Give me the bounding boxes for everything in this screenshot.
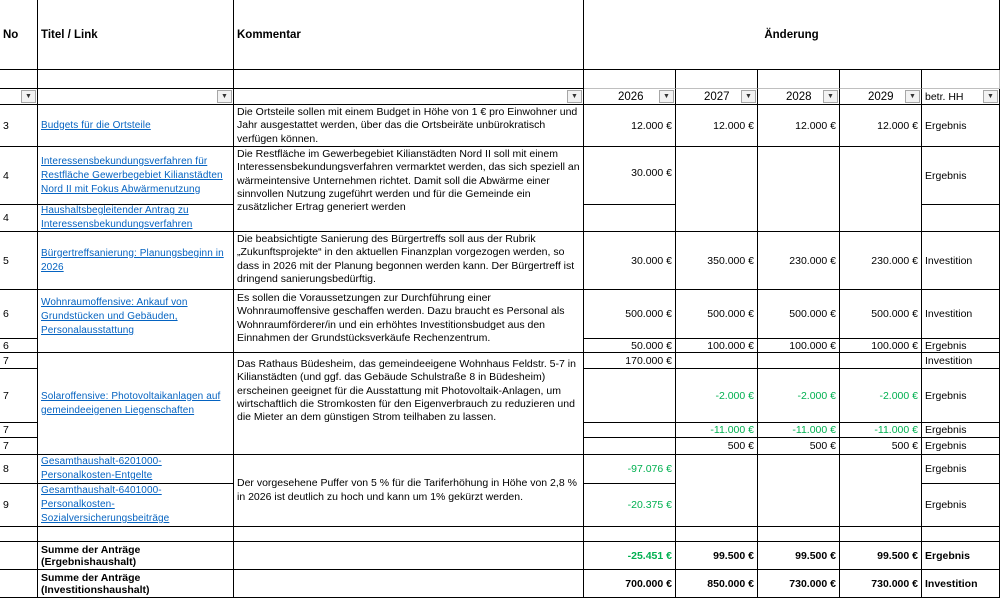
title-link[interactable]: Haushaltsbegleitender Antrag zu Interessensbekundungsverfahren	[38, 205, 234, 232]
sum-no-cell	[0, 570, 38, 598]
value-2026: 500.000 €	[584, 290, 676, 339]
value-2026: 12.000 €	[584, 105, 676, 147]
row-no: 7	[0, 353, 38, 369]
value-2029	[840, 147, 922, 232]
filter-dropdown-button[interactable]	[741, 90, 756, 103]
chevron-down-icon: ▼	[745, 93, 752, 100]
title-link[interactable]: Interessensbekundungsverfahren für Restfläche Gewerbegebiet Kilianstädten Nord II mit Fokus Abwärmenutzung	[38, 147, 234, 205]
value-2029: 500.000 €	[840, 290, 922, 339]
value-2026	[584, 205, 676, 232]
sum-comment-cell	[234, 570, 584, 598]
filter-dropdown-button[interactable]	[659, 90, 674, 103]
year-label: 2028	[786, 90, 812, 103]
title-link[interactable]: Solaroffensive: Photovoltaikanlagen auf gemeindeeigenen Liegenschaften	[38, 353, 234, 455]
value-2027	[676, 455, 758, 527]
chevron-down-icon: ▼	[25, 93, 32, 100]
chevron-down-icon: ▼	[909, 93, 916, 100]
filter-cell-hh	[922, 89, 1000, 105]
filter-cell-2027	[676, 89, 758, 105]
blank-cell	[584, 70, 676, 89]
comment-cell: Es sollen die Voraussetzungen zur Durchführung einer Wohnraumoffensive geschaffen werden. Dazu braucht es Personal als Wohnraumförderer/in und ein erhöhtes Investitionsbudget aus den Einnahmen der Grundstücksverkäufe Rechenzentrum.	[234, 290, 584, 353]
comment-cell: Die Ortsteile sollen mit einem Budget in Höhe von 1 € pro Einwohner und Jahr ausgestattet werden, über das die Ortsbeiräte unbürokratisch verfügen können.	[234, 105, 584, 147]
filter-dropdown-button[interactable]	[567, 90, 582, 103]
row-no: 6	[0, 290, 38, 339]
haushalt-cell: Ergebnis	[922, 369, 1000, 423]
year-label: 2026	[618, 90, 644, 103]
value-2026: 170.000 €	[584, 353, 676, 369]
blank-cell	[234, 70, 584, 89]
value-2029	[840, 455, 922, 527]
value-2029: 12.000 €	[840, 105, 922, 147]
row-no: 4	[0, 147, 38, 205]
haushalt-cell: Investition	[922, 232, 1000, 290]
haushalt-cell: Ergebnis	[922, 484, 1000, 527]
haushalt-cell: Ergebnis	[922, 423, 1000, 438]
value-2028	[758, 147, 840, 232]
haushalt-cell: Ergebnis	[922, 438, 1000, 455]
sum-ergebnis-2028: 99.500 €	[758, 542, 840, 570]
blank-cell	[584, 527, 676, 542]
header-no: No	[0, 0, 38, 70]
filter-dropdown-button[interactable]	[905, 90, 920, 103]
filter-cell-2028	[758, 89, 840, 105]
blank-cell	[758, 527, 840, 542]
sum-comment-cell	[234, 542, 584, 570]
value-2027: 350.000 €	[676, 232, 758, 290]
sum-ergebnis-hh: Ergebnis	[922, 542, 1000, 570]
comment-cell: Die beabsichtigte Sanierung des Bürgertreffs soll aus der Rubrik „Zukunftsprojekte“ in den aktuellen Finanzplan vorgezogen werden, so dass in 2026 mit der Planung begonnen werden kann. Der Bürgertreff ist dringend sanierungsbedürftig.	[234, 232, 584, 290]
value-2028: 12.000 €	[758, 105, 840, 147]
header-kommentar: Kommentar	[234, 0, 584, 70]
header-aenderung: Änderung	[584, 0, 1000, 70]
chevron-down-icon: ▼	[221, 93, 228, 100]
hh-label: betr. HH	[925, 90, 964, 103]
value-2029: -2.000 €	[840, 369, 922, 423]
filter-dropdown-button[interactable]	[217, 90, 232, 103]
filter-dropdown-button[interactable]	[823, 90, 838, 103]
value-2028: -2.000 €	[758, 369, 840, 423]
value-2026: 50.000 €	[584, 339, 676, 353]
value-2027: 12.000 €	[676, 105, 758, 147]
value-2027: 500 €	[676, 438, 758, 455]
haushalt-cell: Ergebnis	[922, 455, 1000, 484]
value-2027: 100.000 €	[676, 339, 758, 353]
sum-ergebnis-label: Summe der Anträge (Ergebnishaushalt)	[38, 542, 234, 570]
title-link[interactable]: Gesamthaushalt-6401000-Personalkosten-Sozialversicherungsbeiträge	[38, 484, 234, 527]
sum-no-cell	[0, 542, 38, 570]
chevron-down-icon: ▼	[987, 93, 994, 100]
sum-investition-2029: 730.000 €	[840, 570, 922, 598]
sum-ergebnis-2026: -25.451 €	[584, 542, 676, 570]
row-no: 4	[0, 205, 38, 232]
row-no: 7	[0, 369, 38, 423]
value-2028: 500.000 €	[758, 290, 840, 339]
blank-cell	[234, 527, 584, 542]
haushalt-cell: Ergebnis	[922, 105, 1000, 147]
comment-cell: Die Restfläche im Gewerbegebiet Kilianstädten Nord II soll mit einem Interessensbekundungsverfahren vermarktet werden, das sich speziell an wärmeintensive Unternehmen richtet. Damit soll die Abwärme einer sinnvollen Nutzung zugeführt werden und für die Gemeinde ein zusätzlicher Ertrag generiert werden	[234, 147, 584, 232]
value-2026: 30.000 €	[584, 232, 676, 290]
value-2028	[758, 353, 840, 369]
blank-cell	[922, 70, 1000, 89]
sum-investition-2028: 730.000 €	[758, 570, 840, 598]
filter-cell-kommentar	[234, 89, 584, 105]
sum-investition-2027: 850.000 €	[676, 570, 758, 598]
filter-cell-2029	[840, 89, 922, 105]
blank-cell	[840, 70, 922, 89]
value-2027: 500.000 €	[676, 290, 758, 339]
blank-cell	[0, 527, 38, 542]
chevron-down-icon: ▼	[663, 93, 670, 100]
sum-investition-hh: Investition	[922, 570, 1000, 598]
row-no: 3	[0, 105, 38, 147]
filter-dropdown-button[interactable]	[983, 90, 998, 103]
value-2029	[840, 353, 922, 369]
value-2026	[584, 423, 676, 438]
value-2028: 230.000 €	[758, 232, 840, 290]
value-2026	[584, 369, 676, 423]
filter-cell-no	[0, 89, 38, 105]
blank-cell	[758, 70, 840, 89]
chevron-down-icon: ▼	[827, 93, 834, 100]
value-2026	[584, 438, 676, 455]
chevron-down-icon: ▼	[571, 93, 578, 100]
haushalt-cell: Investition	[922, 353, 1000, 369]
blank-cell	[38, 70, 234, 89]
value-2026: -97.076 €	[584, 455, 676, 484]
value-2028: 500 €	[758, 438, 840, 455]
row-no: 6	[0, 339, 38, 353]
header-titel: Titel / Link	[38, 0, 234, 70]
value-2027	[676, 147, 758, 232]
value-2029: -11.000 €	[840, 423, 922, 438]
row-no: 7	[0, 423, 38, 438]
year-label: 2029	[868, 90, 894, 103]
title-link[interactable]: Bürgertreffsanierung: Planungsbeginn in 2026	[38, 232, 234, 290]
comment-cell	[234, 455, 584, 527]
row-no: 5	[0, 232, 38, 290]
value-2026: -20.375 €	[584, 484, 676, 527]
row-no: 8	[0, 455, 38, 484]
filter-cell-titel	[38, 89, 234, 105]
value-2027	[676, 353, 758, 369]
value-2028: 100.000 €	[758, 339, 840, 353]
row-no: 7	[0, 438, 38, 455]
title-link[interactable]: Wohnraumoffensive: Ankauf von Grundstücken und Gebäuden, Personalausstattung	[38, 290, 234, 353]
value-2029: 100.000 €	[840, 339, 922, 353]
filter-cell-2026	[584, 89, 676, 105]
title-link[interactable]: Gesamthaushalt-6201000-Personalkosten-Entgelte	[38, 455, 234, 484]
blank-cell	[922, 527, 1000, 542]
comment-text: Der vorgesehene Puffer von 5 % für die Tariferhöhung in Höhe von 2,8 % in 2026 ist deutlich zu hoch und kann um 1% gekürzt werden.	[237, 477, 577, 503]
haushalt-cell	[922, 205, 1000, 232]
sum-ergebnis-2029: 99.500 €	[840, 542, 922, 570]
haushalt-cell: Ergebnis	[922, 147, 1000, 205]
value-2028: -11.000 €	[758, 423, 840, 438]
sum-investition-label: Summe der Anträge (Investitionshaushalt)	[38, 570, 234, 598]
blank-cell	[676, 527, 758, 542]
title-link[interactable]: Budgets für die Ortsteile	[38, 105, 234, 147]
blank-cell	[0, 70, 38, 89]
comment-cell: Das Rathaus Büdesheim, das gemeindeeigene Wohnhaus Feldstr. 5-7 in Kilianstädten (und ggf. das Gebäude Schulstraße 8 in Büdesheim) erscheinen geeignet für die Ausstattung mit Photovoltaik-Anlagen, um wirtschaftlich die Stromkosten für den Eigenverbrauch zu reduzieren und die Mieter an dem günstigen Strom teilhaben zu lassen.	[234, 353, 584, 455]
haushalt-cell: Ergebnis	[922, 339, 1000, 353]
blank-cell	[676, 70, 758, 89]
haushalt-cell: Investition	[922, 290, 1000, 339]
value-2029: 230.000 €	[840, 232, 922, 290]
value-2026: 30.000 €	[584, 147, 676, 205]
value-2027: -11.000 €	[676, 423, 758, 438]
blank-cell	[840, 527, 922, 542]
value-2028	[758, 455, 840, 527]
blank-cell	[38, 527, 234, 542]
value-2027: -2.000 €	[676, 369, 758, 423]
filter-dropdown-button[interactable]	[21, 90, 36, 103]
row-no: 9	[0, 484, 38, 527]
sum-ergebnis-2027: 99.500 €	[676, 542, 758, 570]
value-2029: 500 €	[840, 438, 922, 455]
year-label: 2027	[704, 90, 730, 103]
sum-investition-2026: 700.000 €	[584, 570, 676, 598]
